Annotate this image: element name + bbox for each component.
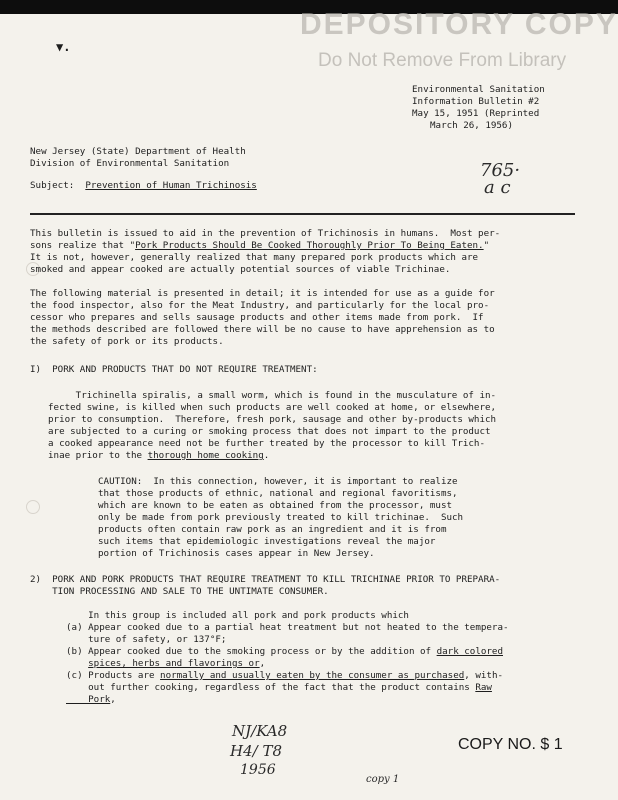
divider-rule [30, 213, 575, 215]
library-stamp: Do Not Remove From Library [318, 50, 567, 71]
subject-line: Subject: Prevention of Human Trichinosis [30, 180, 257, 191]
punch-hole [26, 500, 40, 514]
handwritten-initials: a c [484, 177, 511, 198]
section-1-heading: I) PORK AND PRODUCTS THAT DO NOT REQUIRE TREATMENT: [30, 364, 318, 375]
copy-number: COPY NO. $ 1 [458, 736, 563, 753]
handwritten-ref: 765· [480, 160, 521, 181]
depository-stamp: DEPOSITORY COPY [300, 8, 618, 41]
margin-mark: ▼. [56, 40, 71, 54]
copy-note: copy 1 [366, 774, 400, 785]
